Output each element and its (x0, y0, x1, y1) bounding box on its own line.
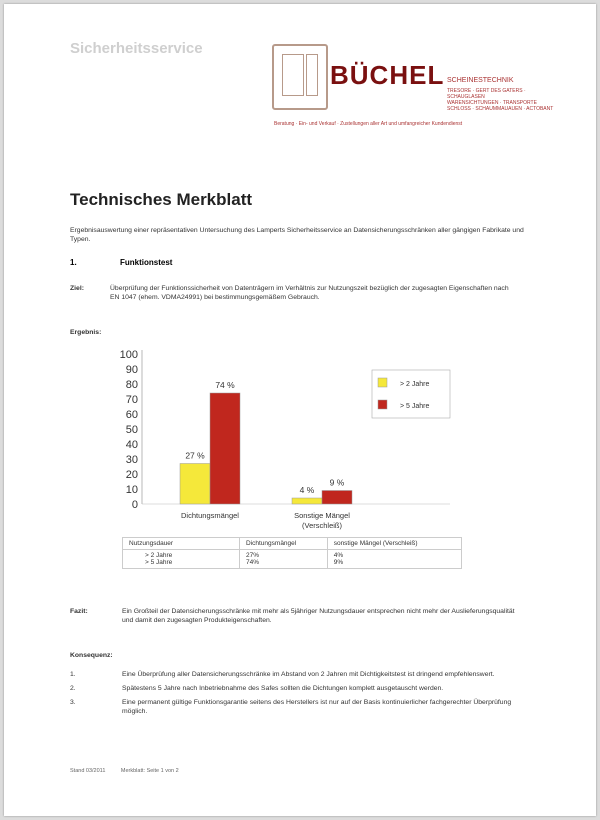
footer-page: Merkblatt: Seite 1 von 2 (120, 768, 179, 774)
page-footer (70, 768, 193, 774)
y-tick-label: 40 (125, 439, 138, 451)
table-cell-value: 27% (246, 552, 260, 559)
fazit-label: Fazit: (70, 608, 88, 615)
logo-subtitle: SCHEINESTECHNIK (447, 77, 514, 84)
y-tick-label: 80 (125, 379, 138, 391)
logo-lines (447, 88, 557, 112)
chart-bar (292, 498, 322, 504)
list-number: 2. (70, 685, 76, 692)
y-tick-label: 70 (125, 394, 138, 406)
ergebnis-label: Ergebnis: (70, 329, 102, 336)
footer-date: Stand 03/2011 (70, 768, 106, 774)
table-cell (123, 550, 240, 569)
list-text: Eine permanent gültige Funktionsgarantie seitens des Herstellers ist nur auf der Basis kontinuierlicher fachgerechter Überprüfung möglich. (122, 699, 512, 715)
y-tick-label: 30 (125, 454, 138, 466)
legend-label: > 2 Jahre (400, 381, 430, 388)
table-header-cell: Nutzungsdauer (123, 538, 240, 550)
logo-footer: Beratung · Ein- und Verkauf · Zustellungen aller Art und umfangreicher Kundendienst (274, 121, 463, 127)
section-heading (70, 258, 173, 267)
y-tick-label: 100 (119, 349, 138, 361)
logo-name: BÜCHEL (330, 60, 445, 90)
page-title: Technisches Merkblatt (70, 190, 253, 209)
list-item (70, 698, 520, 716)
y-tick-label: 50 (125, 424, 138, 436)
list-item (70, 670, 520, 679)
logo-line: WARENSICHTUNGEN · TRANSPORTE (447, 100, 537, 106)
konsequenz-label: Konsequenz: (70, 652, 113, 659)
chart-bar (322, 491, 352, 505)
legend-label: > 5 Jahre (400, 403, 430, 410)
data-label: 9 % (329, 477, 345, 488)
document-page (4, 4, 596, 816)
data-label: 27 % (185, 450, 205, 461)
table-cell-value: 4% (333, 552, 344, 559)
chart-bar (210, 393, 240, 504)
logo-line: TRESORE · GERT DES GATERS · SCHAUGLASEN (447, 88, 526, 100)
logo-line: SCHLOSS · SCHAUMMAUAUEN · ACTOBANT (447, 106, 554, 112)
section-title: Funktionstest (120, 258, 173, 267)
ziel-label: Ziel: (70, 285, 84, 292)
table-row (123, 550, 462, 569)
list-number: 3. (70, 699, 76, 706)
list-item (70, 684, 520, 693)
company-logo (272, 44, 552, 134)
y-tick-label: 20 (125, 469, 138, 481)
fazit-text: Ein Großteil der Datensicherungsschränke mit mehr als 5jähriger Nutzungsdauer entsprechen nicht mehr der Auslieferungsqualität und damit den zugesagten Produkteigenschaften. (122, 608, 515, 624)
y-tick-label: 60 (125, 409, 138, 421)
table-header-cell: sonstige Mängel (Verschleiß) (327, 538, 461, 550)
legend-box (372, 370, 450, 418)
table-cell (327, 550, 461, 569)
konsequenz-list (70, 670, 520, 721)
category-label: Dichtungsmängel (181, 511, 239, 520)
table-cell (240, 550, 328, 569)
category-label: Sonstige Mängel (294, 511, 350, 520)
y-tick-label: 90 (125, 364, 138, 376)
y-tick-label: 10 (125, 484, 138, 496)
y-tick-label: 0 (131, 499, 138, 511)
data-label: 4 % (299, 485, 315, 495)
list-number: 1. (70, 671, 76, 678)
table-cell-value: 74% (246, 559, 260, 566)
ziel-text: Überprüfung der Funktionssicherheit von Datenträgern im Verhältnis zur Nutzungszeit bezüglich der zugesagten Eigenschaften nach EN 1047 (ehem. VDMA24991) bei bestimmungsgemäßem Gebrauch. (110, 285, 509, 301)
category-label: (Verschleiß) (301, 521, 343, 530)
list-text: Eine Überprüfung aller Datensicherungsschränke im Abstand von 2 Jahren mit Dichtigkeitstest ist dringend empfehlenswert. (122, 671, 495, 678)
legend-swatch (378, 378, 387, 387)
safe-icon (272, 44, 328, 110)
table-header-cell: Dichtungsmängel (240, 538, 328, 550)
legend-swatch (378, 400, 387, 409)
table-cell-value: 9% (333, 559, 344, 566)
results-table (122, 537, 462, 569)
list-text: Spätestens 5 Jahre nach Inbetriebnahme des Safes sollten die Dichtungen komplett ausgetauscht werden. (122, 685, 444, 692)
chart-bar (180, 464, 210, 505)
table-cell-value: > 2 Jahre (145, 552, 173, 559)
intro-text: Ergebnisauswertung einer repräsentativen Untersuchung des Lamperts Sicherheitsservice an Datensicherungsschränken aller gängigen Fabrikate und Typen. (70, 227, 524, 243)
table-header-row (123, 538, 462, 550)
section-number: 1. (70, 258, 77, 267)
data-label: 74 % (215, 380, 235, 390)
header-left-title: Sicherheitsservice (70, 40, 203, 57)
bar-chart (100, 342, 460, 542)
table-cell-value: > 5 Jahre (145, 559, 173, 566)
